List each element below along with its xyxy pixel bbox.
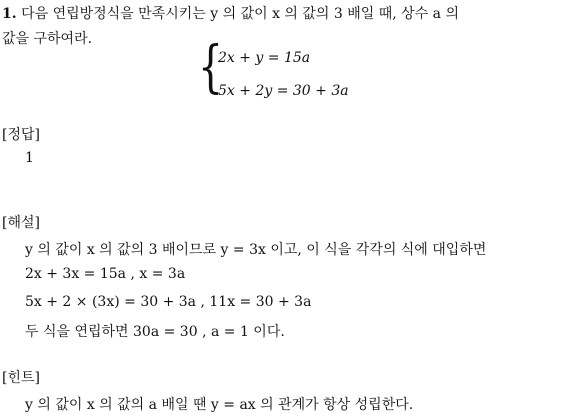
answer-heading: [정답] (2, 127, 40, 143)
left-brace-icon: { (198, 35, 223, 100)
explanation-line-2: 2x + 3x = 15a , x = 3a (25, 266, 186, 282)
explanation-line-3: 5x + 2 × (3x) = 30 + 3a , 11x = 30 + 3a (25, 294, 312, 310)
problem-text-line1: 다음 연립방정식을 만족시키는 y 의 값이 x 의 값의 3 배일 때, 상수 a 의 (21, 6, 459, 22)
explanation-line-4: 두 식을 연립하면 30a = 30 , a = 1 이다. (25, 324, 285, 340)
hint-text: y 의 값이 x 의 값의 a 배일 땐 y = ax 의 관계가 항상 성립한다. (25, 397, 414, 413)
hint-heading: [힌트] (2, 370, 40, 386)
explanation-heading: [해설] (2, 215, 40, 231)
system-eq1: 2x + y = 15a (218, 50, 311, 66)
problem-text-line2: 값을 구하여라. (2, 31, 93, 47)
problem-line-1 (2, 3, 459, 23)
answer-value: 1 (25, 150, 34, 166)
system-eq2: 5x + 2y = 30 + 3a (218, 83, 349, 99)
problem-number: 1. (2, 6, 17, 22)
explanation-line-1: y 의 값이 x 의 값의 3 배이므로 y = 3x 이고, 이 식을 각각의 식에 대입하면 (25, 242, 487, 258)
